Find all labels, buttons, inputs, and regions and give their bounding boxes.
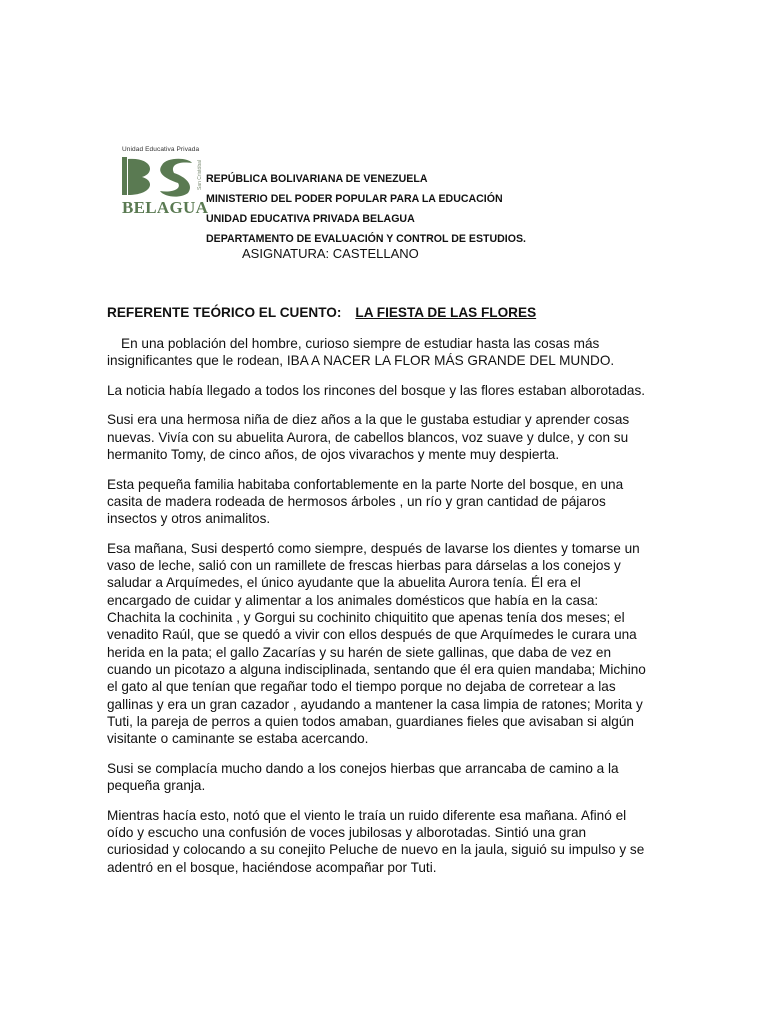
institution-header bbox=[206, 169, 526, 249]
header-line-republic: REPÚBLICA BOLIVARIANA DE VENEZUELA bbox=[206, 173, 428, 185]
paragraph: Susi se complacía mucho dando a los conejos hierbas que arrancaba de camino a la pequeña granja. bbox=[107, 760, 619, 794]
school-logo bbox=[122, 146, 209, 220]
header-line-school: UNIDAD EDUCATIVA PRIVADA BELAGUA bbox=[206, 213, 415, 225]
paragraph: Esa mañana, Susi despertó como siempre, después de lavarse los dientes y tomarse un vaso de leche, salió con un ramillete de frescas hierbas para dárselas a los conejos y saludar a Arquímedes, el único ayudante que la abuelita Aurora tenía. Él era el encargado de cuidar y alimentar a los animales domésticos que había en la casa: Chachita la cochinita , y Gorgui su cochinito chiquitito que apenas tenía dos meses; el venadito Raúl, que se quedó a vivir con ellos después de que Arquímedes le curara una herida en la pata; el gallo Zacarías y su harén de siete gallinas, que daba de vez en cuando un picotazo a alguna indisciplinada, sentando que él era quien mandaba; Michino el gato al que tenían que regañar todo el tiempo porque no dejaba de corretear a las gallinas y era un gran cazador , ayudando a mantener la casa limpia de ratones; Morita y Tuti, la pareja de perros a quien todos amaban, guardianes fieles que avisaban si algún visitante o caminante se estaba acercando. bbox=[107, 540, 646, 747]
logo-emblem-icon bbox=[122, 155, 196, 199]
paragraph: Esta pequeña familia habitaba confortablemente en la parte Norte del bosque, en una casita de madera rodeada de hermosos árboles , un río y gran cantidad de pájaros insectos y otros animalitos. bbox=[107, 476, 624, 527]
story-title: LA FIESTA DE LAS FLORES bbox=[355, 305, 537, 320]
header-line-ministry: MINISTERIO DEL PODER POPULAR PARA LA EDUCACIÓN bbox=[206, 193, 503, 205]
logo-caption: Unidad Educativa Privada bbox=[122, 146, 200, 153]
paragraph: En una población del hombre, curioso siempre de estudiar hasta las cosas más insignificantes que le rodean, IBA A NACER LA FLOR MÁS GRANDE DEL MUNDO. bbox=[107, 336, 615, 369]
logo-vertical-text: San Cristóbal bbox=[197, 160, 203, 191]
header-line-department: DEPARTAMENTO DE EVALUACIÓN Y CONTROL DE ESTUDIOS. bbox=[206, 233, 526, 245]
heading-label: REFERENTE TEÓRICO EL CUENTO: bbox=[107, 305, 342, 320]
paragraph: La noticia había llegado a todos los rincones del bosque y las flores estaban alborotadas. bbox=[107, 382, 646, 398]
section-heading bbox=[107, 305, 536, 320]
paragraph: Susi era una hermosa niña de diez años a la que le gustaba estudiar y aprender cosas nuevas. Vivía con su abuelita Aurora, de cabellos blancos, voz suave y dulce, y con su hermanito Tomy, de cinco años, de ojos vivarachos y mente muy despierta. bbox=[107, 412, 630, 463]
subject-line: ASIGNATURA: CASTELLANO bbox=[242, 246, 419, 261]
paragraph: Mientras hacía esto, notó que el viento le traía un ruido diferente esa mañana. Afinó el oído y escucho una confusión de voces jubilosas y alborotadas. Sintió una gran curiosidad y colocando a su conejito Peluche de nuevo en la jaula, siguió su impulso y se adentró en el bosque, haciéndose acompañar por Tuti. bbox=[107, 807, 645, 875]
story-body bbox=[107, 335, 647, 888]
logo-wordmark: BELAGUA bbox=[122, 198, 209, 217]
